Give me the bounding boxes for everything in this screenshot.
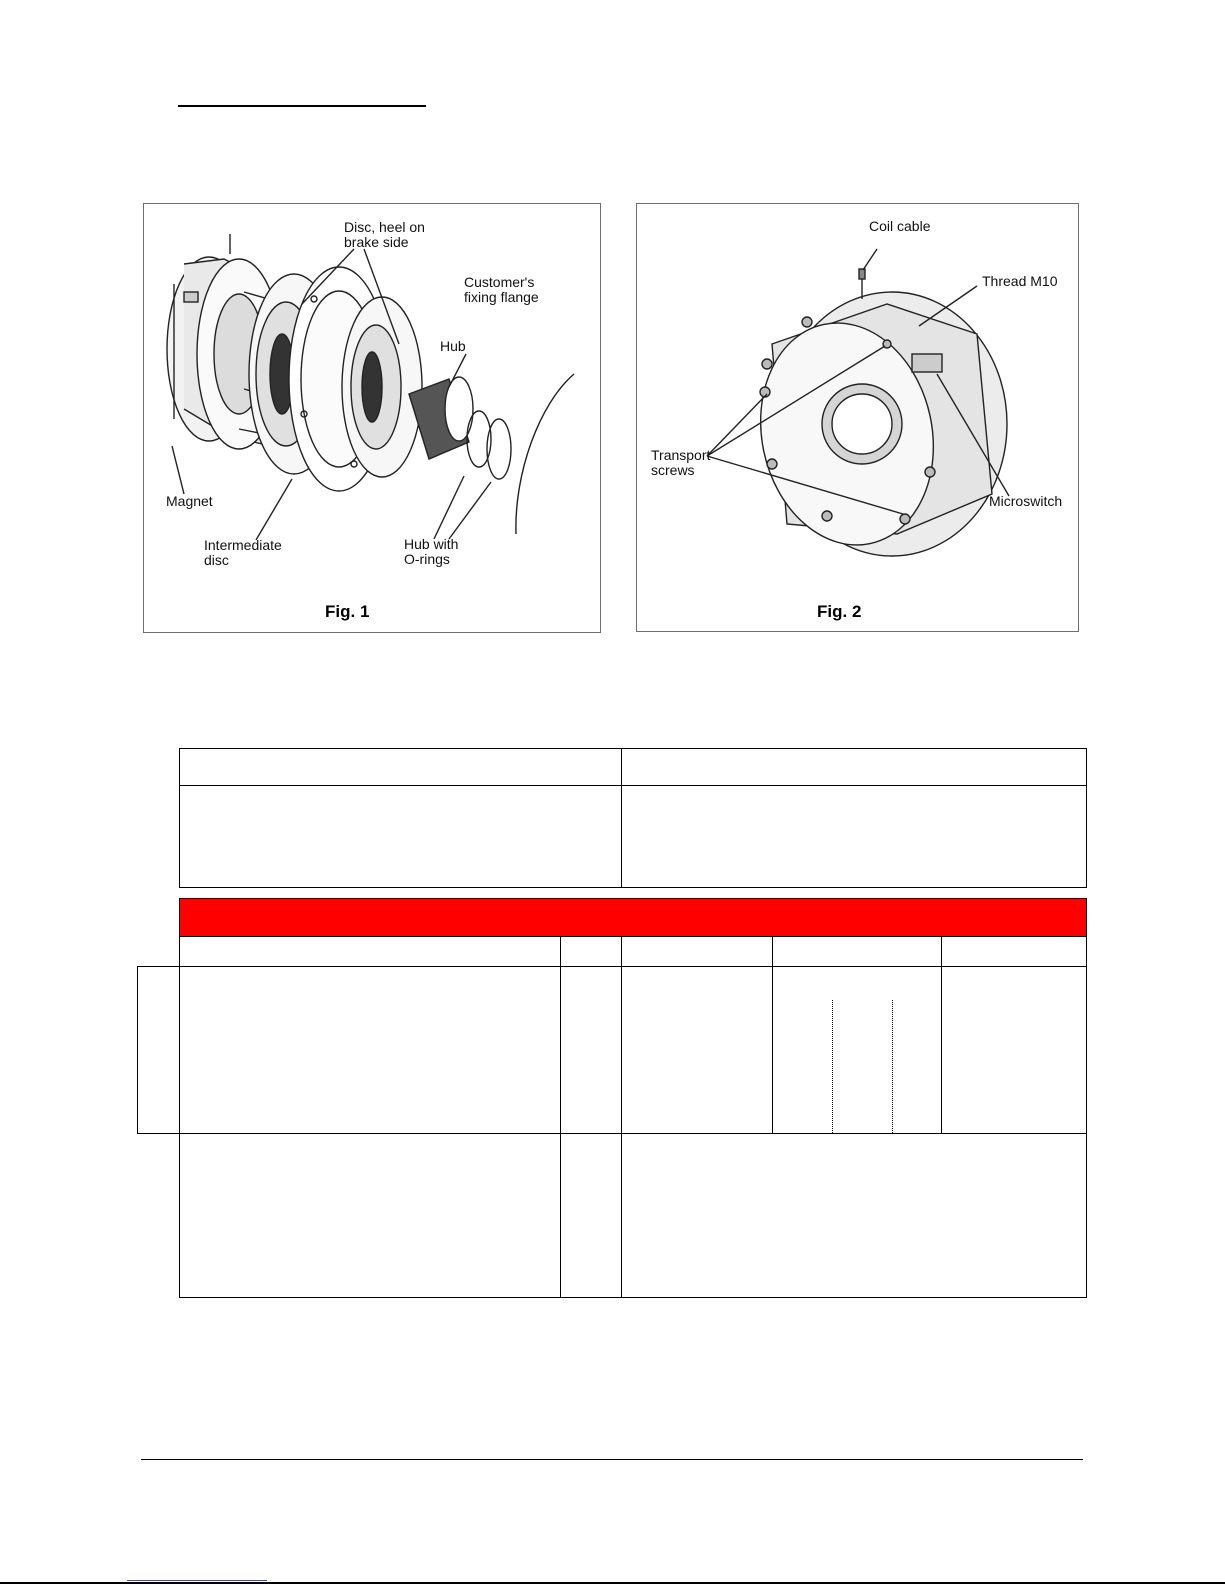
- footer-link-underline[interactable]: [127, 1580, 267, 1581]
- label-transport-screws-1: Transport: [651, 447, 711, 463]
- table-2-col-divider-3: [772, 936, 773, 1134]
- table-1-left-border: [179, 748, 180, 888]
- figure-1-exploded-brake: [143, 203, 601, 633]
- label-hub-o-rings-2: O-rings: [404, 551, 450, 567]
- figure-1-drawing: [144, 204, 600, 632]
- label-hub-o-rings-1: Hub with: [404, 536, 459, 552]
- label-magnet: Magnet: [166, 493, 213, 509]
- table-1-top-border: [179, 748, 1087, 749]
- table-2-right-border: [1086, 898, 1087, 1298]
- section-heading-underline: [178, 105, 426, 107]
- footer-rule: [141, 1459, 1083, 1460]
- label-customer-flange-2: fixing flange: [464, 289, 539, 305]
- table-2-header-bar: [179, 898, 1087, 936]
- table-1-header-border: [179, 785, 1087, 786]
- table-2-col-divider-4: [941, 936, 942, 1134]
- table-2-col-divider-1: [560, 936, 561, 1298]
- table-2-subheader-top: [179, 936, 1087, 937]
- table-2-dotted-divider-1: [832, 1000, 833, 1133]
- table-2-row-1-top: [137, 966, 1087, 967]
- label-disc-heel-1: Disc, heel on: [344, 219, 425, 235]
- label-intermediate-disc-2: disc: [204, 552, 229, 568]
- table-2-row-1-outer-left: [137, 966, 138, 1134]
- table-1-right-border: [1086, 748, 1087, 888]
- figure-2-drawing: [637, 204, 1078, 631]
- label-transport-screws-2: screws: [651, 462, 695, 478]
- label-intermediate-disc-1: Intermediate: [204, 537, 282, 553]
- label-disc-heel-2: brake side: [344, 234, 409, 250]
- table-2-dotted-divider-2: [892, 1000, 893, 1133]
- table-2-row-2-top: [137, 1133, 1087, 1134]
- table-1-column-divider: [621, 748, 622, 888]
- label-hub: Hub: [440, 338, 466, 354]
- label-customer-flange-1: Customer's: [464, 274, 535, 290]
- page-bottom-rule: [0, 1582, 1225, 1584]
- label-coil-cable: Coil cable: [869, 218, 931, 234]
- table-2-bottom-border: [179, 1297, 1087, 1298]
- figure-1-caption: Fig. 1: [325, 602, 370, 621]
- table-2-top-border: [179, 898, 1087, 899]
- label-microswitch: Microswitch: [989, 493, 1063, 509]
- label-thread-m10: Thread M10: [982, 273, 1058, 289]
- figure-2-brake-assembly: [636, 203, 1079, 632]
- table-2-left-border: [179, 898, 180, 1298]
- figure-2-caption: Fig. 2: [817, 602, 862, 621]
- table-1-bottom-border: [179, 887, 1087, 888]
- table-2-col-divider-2: [621, 936, 622, 1298]
